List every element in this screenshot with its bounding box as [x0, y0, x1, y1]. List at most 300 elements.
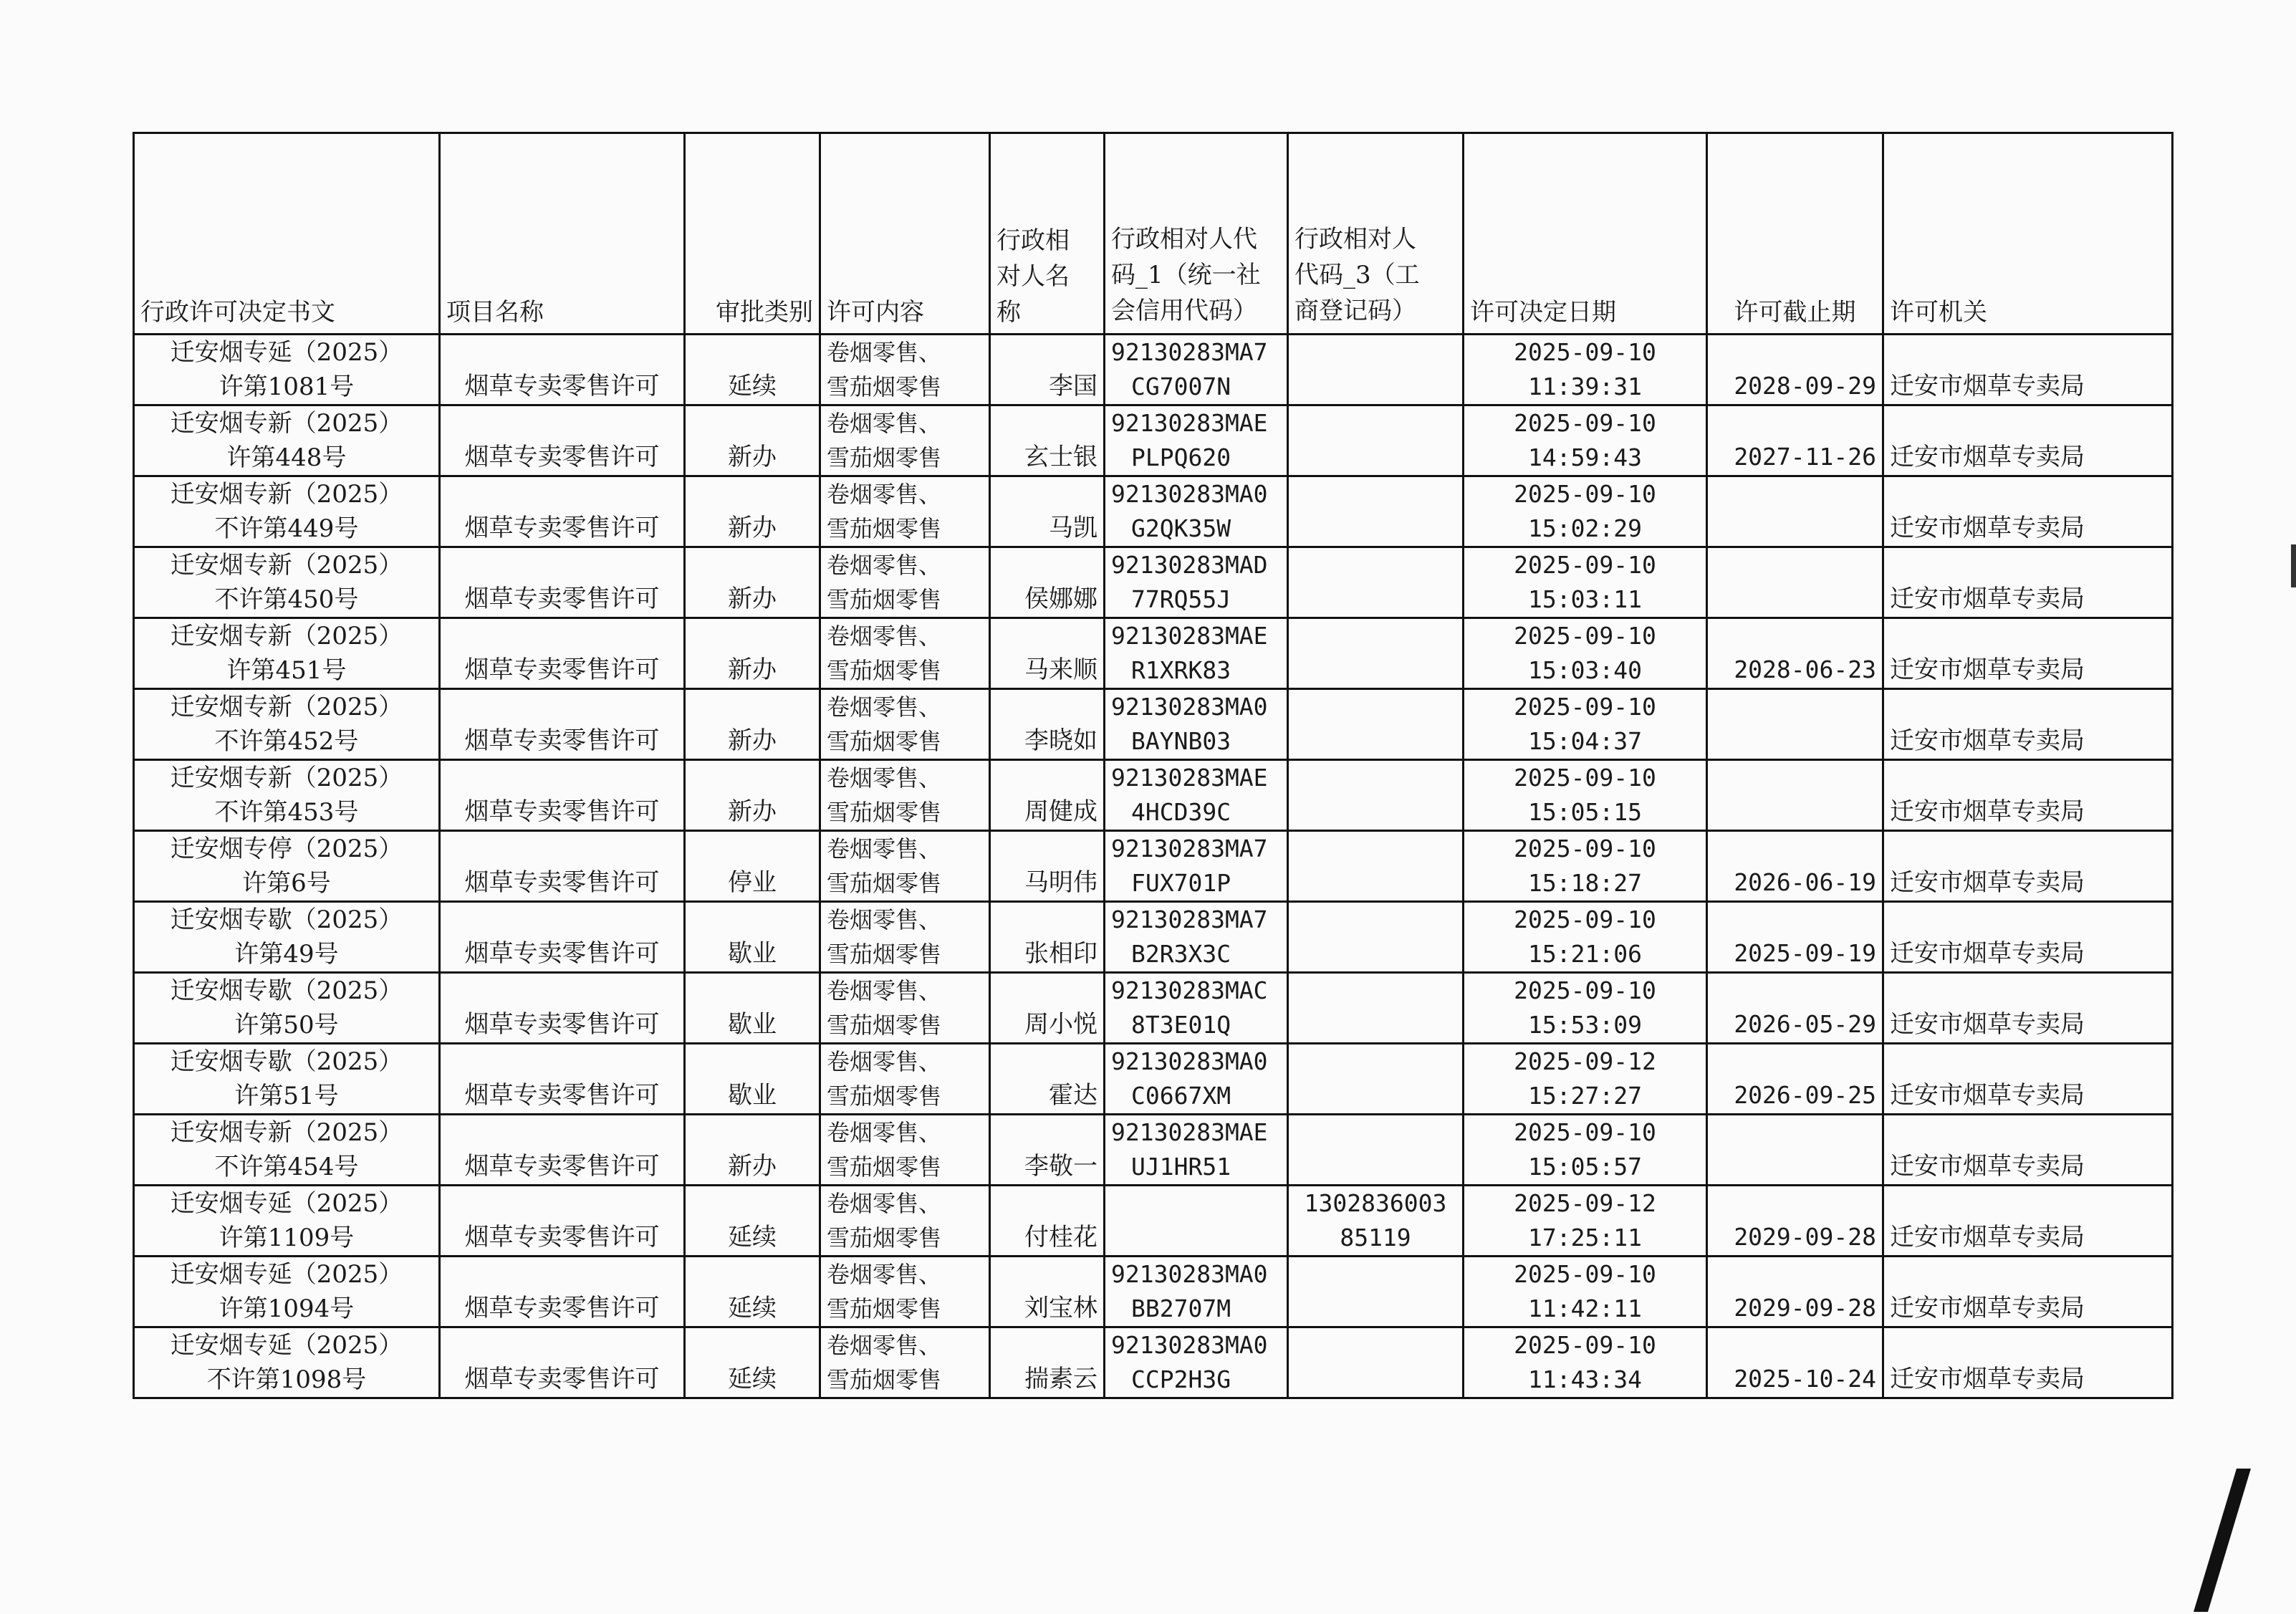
decision-doc-cell	[134, 689, 440, 760]
business-reg-code-cell	[1288, 618, 1464, 689]
cell-line: 卷烟零售、	[827, 623, 942, 650]
cell-line: 迁安烟专新（2025）	[170, 409, 403, 438]
cell-line: 雪茄烟零售	[827, 1295, 942, 1322]
cell-line: 卷烟零售、	[827, 481, 942, 508]
table-row	[134, 902, 2173, 973]
expiry-date-cell: 2029-09-28	[1707, 1257, 1883, 1327]
table-header	[134, 133, 2173, 335]
cell-line: 不许第449号	[214, 514, 359, 543]
cell-line: 迁安烟专延（2025）	[170, 1189, 403, 1218]
authority-cell: 迁安市烟草专卖局	[1883, 973, 2173, 1044]
cell-line: 卷烟零售、	[827, 1332, 942, 1359]
cell-line: 迁安烟专新（2025）	[170, 764, 403, 792]
table-row	[134, 689, 2173, 760]
decision-doc-cell	[134, 831, 440, 902]
table-row	[134, 405, 2173, 476]
cell-line: 迁安烟专新（2025）	[170, 622, 403, 650]
counterpart-name-cell: 马明伟	[990, 831, 1105, 902]
cell-line: 2025-09-10	[1514, 338, 1656, 366]
counterpart-name-cell: 周健成	[990, 760, 1105, 831]
counterpart-name-cell: 李国	[990, 335, 1105, 405]
cell-line: 92130283MAE	[1111, 764, 1268, 792]
project-name-cell: 烟草专卖零售许可	[440, 902, 685, 973]
cell-line: 92130283MAE	[1111, 622, 1268, 650]
decision-date-cell	[1464, 335, 1707, 405]
table-row	[134, 1327, 2173, 1398]
credit-code-cell	[1105, 973, 1288, 1044]
decision-doc-cell	[134, 547, 440, 618]
business-reg-code-cell	[1288, 1327, 1464, 1398]
cell-line: 14:59:43	[1528, 443, 1642, 471]
approval-type-cell: 延续	[685, 1186, 820, 1257]
cell-line: 11:42:11	[1528, 1294, 1642, 1322]
expiry-date-cell: 2026-05-29	[1707, 973, 1883, 1044]
business-reg-code-cell	[1288, 335, 1464, 405]
table-body	[134, 335, 2173, 1398]
approval-type-cell: 新办	[685, 405, 820, 476]
cell-line: 15:18:27	[1528, 869, 1642, 897]
credit-code-cell	[1105, 547, 1288, 618]
cell-line: 2025-09-10	[1514, 835, 1656, 863]
cell-line: 迁安烟专延（2025）	[170, 1260, 403, 1289]
project-name-cell: 烟草专卖零售许可	[440, 405, 685, 476]
cell-line: 不许第454号	[214, 1153, 359, 1181]
credit-code-cell	[1105, 902, 1288, 973]
authority-cell: 迁安市烟草专卖局	[1883, 476, 2173, 547]
cell-line: 92130283MAD	[1111, 551, 1268, 579]
project-name-cell: 烟草专卖零售许可	[440, 476, 685, 547]
approval-type-cell: 新办	[685, 547, 820, 618]
expiry-date-cell: 2027-11-26	[1707, 405, 1883, 476]
cell-line: 雪茄烟零售	[827, 1224, 942, 1252]
credit-code-cell	[1105, 476, 1288, 547]
approval-type-cell: 新办	[685, 1115, 820, 1186]
approval-type-cell: 延续	[685, 335, 820, 405]
cell-line: 雪茄烟零售	[827, 444, 942, 471]
decision-doc-cell	[134, 1044, 440, 1115]
cell-line: 不许第453号	[214, 798, 359, 827]
approval-type-cell: 歇业	[685, 1044, 820, 1115]
cell-line: 许第49号	[234, 940, 339, 969]
cell-line: 92130283MA0	[1111, 1331, 1268, 1359]
table-row	[134, 476, 2173, 547]
project-name-cell: 烟草专卖零售许可	[440, 973, 685, 1044]
table-row	[134, 831, 2173, 902]
decision-doc-cell	[134, 405, 440, 476]
approval-type-cell: 歇业	[685, 902, 820, 973]
cell-line: 2025-09-10	[1514, 693, 1656, 721]
decision-date-cell	[1464, 1257, 1707, 1327]
credit-code-cell	[1105, 831, 1288, 902]
decision-doc-cell	[134, 1115, 440, 1186]
cell-line: 雪茄烟零售	[827, 728, 942, 755]
decision-date-cell	[1464, 973, 1707, 1044]
expiry-date-cell	[1707, 760, 1883, 831]
approval-type-cell: 停业	[685, 831, 820, 902]
license-content-cell	[820, 618, 990, 689]
credit-code-cell	[1105, 1044, 1288, 1115]
cell-line: 2025-09-10	[1514, 551, 1656, 579]
project-name-cell: 烟草专卖零售许可	[440, 335, 685, 405]
project-name-cell: 烟草专卖零售许可	[440, 689, 685, 760]
approval-type-cell: 延续	[685, 1257, 820, 1327]
counterpart-name-cell: 侯娜娜	[990, 547, 1105, 618]
counterpart-name-cell: 马来顺	[990, 618, 1105, 689]
table-row	[134, 335, 2173, 405]
cell-line: CCP2H3G	[1131, 1365, 1231, 1393]
cell-line: 迁安烟专延（2025）	[170, 1331, 403, 1360]
license-content-cell	[820, 547, 990, 618]
cell-line: 迁安烟专停（2025）	[170, 835, 403, 863]
license-content-cell	[820, 1044, 990, 1115]
project-name-cell: 烟草专卖零售许可	[440, 760, 685, 831]
approval-type-cell: 新办	[685, 618, 820, 689]
authority-cell: 迁安市烟草专卖局	[1883, 618, 2173, 689]
edge-mark	[2291, 544, 2296, 587]
cell-line: 卷烟零售、	[827, 764, 942, 792]
approval-type-cell: 延续	[685, 1327, 820, 1398]
business-reg-code-cell	[1288, 1186, 1464, 1257]
cell-line: 2025-09-10	[1514, 480, 1656, 508]
cell-line: 17:25:11	[1528, 1224, 1642, 1252]
cell-line: PLPQ620	[1131, 443, 1231, 471]
header-expiry-date: 许可截止期	[1707, 133, 1883, 335]
cell-line: 85119	[1340, 1224, 1411, 1252]
cell-line: 雪茄烟零售	[827, 1366, 942, 1393]
authority-cell: 迁安市烟草专卖局	[1883, 1327, 2173, 1398]
expiry-date-cell: 2028-09-29	[1707, 335, 1883, 405]
authority-cell: 迁安市烟草专卖局	[1883, 405, 2173, 476]
header-license-content: 许可内容	[820, 133, 990, 335]
cell-line: 许第451号	[226, 656, 347, 685]
cell-line: UJ1HR51	[1131, 1153, 1231, 1181]
decision-date-cell	[1464, 902, 1707, 973]
table-row	[134, 973, 2173, 1044]
business-reg-code-cell	[1288, 1044, 1464, 1115]
decision-doc-cell	[134, 1327, 440, 1398]
approval-type-cell: 新办	[685, 476, 820, 547]
project-name-cell: 烟草专卖零售许可	[440, 1327, 685, 1398]
project-name-cell: 烟草专卖零售许可	[440, 1186, 685, 1257]
credit-code-cell	[1105, 1327, 1288, 1398]
header-project-name: 项目名称	[440, 133, 685, 335]
license-content-cell	[820, 476, 990, 547]
cell-line: 雪茄烟零售	[827, 1082, 942, 1110]
license-content-cell	[820, 760, 990, 831]
project-name-cell: 烟草专卖零售许可	[440, 1115, 685, 1186]
cell-line: 92130283MA7	[1111, 338, 1268, 366]
license-content-cell	[820, 1327, 990, 1398]
credit-code-cell	[1105, 618, 1288, 689]
license-content-cell	[820, 973, 990, 1044]
decision-date-cell	[1464, 476, 1707, 547]
cell-line: 许第1109号	[218, 1224, 355, 1252]
cell-line: 8T3E01Q	[1131, 1011, 1231, 1039]
business-reg-code-cell	[1288, 476, 1464, 547]
decision-doc-cell	[134, 476, 440, 547]
cell-line: 4HCD39C	[1131, 798, 1231, 826]
expiry-date-cell	[1707, 1115, 1883, 1186]
cell-line: 92130283MAE	[1111, 409, 1268, 437]
counterpart-name-cell: 玄士银	[990, 405, 1105, 476]
cell-line: 卷烟零售、	[827, 552, 942, 579]
decision-doc-cell	[134, 902, 440, 973]
cell-line: 2025-09-12	[1514, 1047, 1656, 1075]
authority-cell: 迁安市烟草专卖局	[1883, 831, 2173, 902]
counterpart-name-cell: 刘宝林	[990, 1257, 1105, 1327]
cell-line: 15:03:11	[1528, 585, 1642, 613]
cell-line: 卷烟零售、	[827, 1119, 942, 1146]
cell-line: 卷烟零售、	[827, 977, 942, 1004]
business-reg-code-cell	[1288, 831, 1464, 902]
cell-line: 92130283MAC	[1111, 976, 1268, 1004]
counterpart-name-cell: 马凯	[990, 476, 1105, 547]
cell-line: 11:43:34	[1528, 1365, 1642, 1393]
cell-line: 迁安烟专新（2025）	[170, 551, 403, 580]
credit-code-cell	[1105, 1257, 1288, 1327]
cell-line: 卷烟零售、	[827, 693, 942, 721]
authority-cell: 迁安市烟草专卖局	[1883, 1257, 2173, 1327]
expiry-date-cell: 2028-06-23	[1707, 618, 1883, 689]
cell-line: 92130283MA0	[1111, 693, 1268, 721]
business-reg-code-cell	[1288, 1115, 1464, 1186]
authority-cell: 迁安市烟草专卖局	[1883, 547, 2173, 618]
approval-type-cell: 新办	[685, 760, 820, 831]
cell-line: 许第1081号	[218, 373, 355, 401]
cell-line: 雪茄烟零售	[827, 586, 942, 613]
cell-line: 2025-09-10	[1514, 1118, 1656, 1146]
credit-code-cell	[1105, 760, 1288, 831]
credit-code-cell	[1105, 335, 1288, 405]
expiry-date-cell: 2025-09-19	[1707, 902, 1883, 973]
cell-line: 迁安烟专新（2025）	[170, 480, 403, 509]
cell-line: 许第1094号	[218, 1294, 355, 1323]
cell-line: BAYNB03	[1131, 727, 1231, 755]
cell-line: 卷烟零售、	[827, 1048, 942, 1075]
cell-line: 迁安烟专新（2025）	[170, 1118, 403, 1147]
header-business-reg-code: 行政相对人 代码_3（工 商登记码）	[1288, 133, 1464, 335]
decision-doc-cell	[134, 973, 440, 1044]
project-name-cell: 烟草专卖零售许可	[440, 1044, 685, 1115]
cell-line: B2R3X3C	[1131, 940, 1231, 968]
decision-doc-cell	[134, 1257, 440, 1327]
expiry-date-cell: 2026-06-19	[1707, 831, 1883, 902]
cell-line: 雪茄烟零售	[827, 941, 942, 968]
header-credit-code: 行政相对人代 码_1（统一社 会信用代码）	[1105, 133, 1288, 335]
license-table	[133, 132, 2173, 1399]
decision-date-cell	[1464, 618, 1707, 689]
decision-date-cell	[1464, 1186, 1707, 1257]
cell-line: G2QK35W	[1131, 514, 1231, 542]
authority-cell: 迁安市烟草专卖局	[1883, 760, 2173, 831]
cell-line: BB2707M	[1131, 1294, 1231, 1322]
expiry-date-cell	[1707, 476, 1883, 547]
cell-line: 2025-09-12	[1514, 1189, 1656, 1217]
cell-line: 1302836003	[1304, 1189, 1447, 1217]
decision-doc-cell	[134, 1186, 440, 1257]
decision-date-cell	[1464, 831, 1707, 902]
decision-date-cell	[1464, 1044, 1707, 1115]
cell-line: 卷烟零售、	[827, 906, 942, 933]
counterpart-name-cell: 李晓如	[990, 689, 1105, 760]
license-content-cell	[820, 405, 990, 476]
authority-cell: 迁安市烟草专卖局	[1883, 335, 2173, 405]
header-decision-date: 许可决定日期	[1464, 133, 1707, 335]
authority-cell: 迁安市烟草专卖局	[1883, 902, 2173, 973]
cell-line: 92130283MA0	[1111, 480, 1268, 508]
business-reg-code-cell	[1288, 689, 1464, 760]
decision-doc-cell	[134, 335, 440, 405]
table-row	[134, 760, 2173, 831]
decision-doc-cell	[134, 618, 440, 689]
cell-line: FUX701P	[1131, 869, 1231, 897]
cell-line: 迁安烟专歇（2025）	[170, 976, 403, 1005]
table-row	[134, 547, 2173, 618]
cell-line: 92130283MA0	[1111, 1047, 1268, 1075]
decision-date-cell	[1464, 760, 1707, 831]
cell-line: 15:05:57	[1528, 1153, 1642, 1181]
table-row	[134, 1115, 2173, 1186]
cell-line: 迁安烟专新（2025）	[170, 693, 403, 721]
business-reg-code-cell	[1288, 547, 1464, 618]
header-approval-type: 审批类别	[685, 133, 820, 335]
business-reg-code-cell	[1288, 405, 1464, 476]
decision-date-cell	[1464, 1327, 1707, 1398]
cell-line: 77RQ55J	[1131, 585, 1231, 613]
header-decision-doc: 行政许可决定书文	[134, 133, 440, 335]
project-name-cell: 烟草专卖零售许可	[440, 547, 685, 618]
expiry-date-cell	[1707, 689, 1883, 760]
credit-code-cell	[1105, 1115, 1288, 1186]
license-content-cell	[820, 831, 990, 902]
cell-line: 迁安烟专歇（2025）	[170, 1047, 403, 1076]
counterpart-name-cell: 张相印	[990, 902, 1105, 973]
cell-line: 2025-09-10	[1514, 976, 1656, 1004]
license-content-cell	[820, 335, 990, 405]
cell-line: 15:05:15	[1528, 798, 1642, 826]
corner-mark	[2194, 1469, 2251, 1612]
cell-line: 许第50号	[234, 1011, 339, 1039]
cell-line: C0667XM	[1131, 1082, 1231, 1110]
counterpart-name-cell: 霍达	[990, 1044, 1105, 1115]
header-authority: 许可机关	[1883, 133, 2173, 335]
business-reg-code-cell	[1288, 973, 1464, 1044]
cell-line: 不许第452号	[214, 727, 359, 756]
cell-line: 迁安烟专延（2025）	[170, 338, 403, 367]
header-counterpart-name: 行政相 对人名 称	[990, 133, 1105, 335]
decision-date-cell	[1464, 405, 1707, 476]
decision-date-cell	[1464, 1115, 1707, 1186]
cell-line: 雪茄烟零售	[827, 1153, 942, 1181]
cell-line: 卷烟零售、	[827, 835, 942, 863]
authority-cell: 迁安市烟草专卖局	[1883, 1115, 2173, 1186]
cell-line: 15:04:37	[1528, 727, 1642, 755]
cell-line: R1XRK83	[1131, 656, 1231, 684]
cell-line: 卷烟零售、	[827, 410, 942, 437]
cell-line: 92130283MAE	[1111, 1118, 1268, 1146]
expiry-date-cell: 2026-09-25	[1707, 1044, 1883, 1115]
approval-type-cell: 歇业	[685, 973, 820, 1044]
cell-line: 15:27:27	[1528, 1082, 1642, 1110]
license-content-cell	[820, 689, 990, 760]
cell-line: 2025-09-10	[1514, 906, 1656, 933]
project-name-cell: 烟草专卖零售许可	[440, 1257, 685, 1327]
cell-line: 雪茄烟零售	[827, 657, 942, 684]
authority-cell: 迁安市烟草专卖局	[1883, 1186, 2173, 1257]
decision-date-cell	[1464, 547, 1707, 618]
license-content-cell	[820, 902, 990, 973]
project-name-cell: 烟草专卖零售许可	[440, 618, 685, 689]
cell-line: 2025-09-10	[1514, 1260, 1656, 1288]
counterpart-name-cell: 周小悦	[990, 973, 1105, 1044]
cell-line: 卷烟零售、	[827, 339, 942, 366]
approval-type-cell: 新办	[685, 689, 820, 760]
decision-date-cell	[1464, 689, 1707, 760]
cell-line: 2025-09-10	[1514, 1331, 1656, 1359]
cell-line: 92130283MA7	[1111, 835, 1268, 863]
cell-line: 92130283MA0	[1111, 1260, 1268, 1288]
cell-line: 雪茄烟零售	[827, 799, 942, 826]
cell-line: 15:21:06	[1528, 940, 1642, 968]
expiry-date-cell: 2025-10-24	[1707, 1327, 1883, 1398]
cell-line: 许第6号	[242, 869, 331, 898]
table-row	[134, 1257, 2173, 1327]
table-row	[134, 618, 2173, 689]
cell-line: 不许第450号	[214, 585, 359, 614]
credit-code-cell	[1105, 1186, 1288, 1257]
cell-line: 许第51号	[234, 1082, 339, 1110]
authority-cell: 迁安市烟草专卖局	[1883, 689, 2173, 760]
counterpart-name-cell: 李敬一	[990, 1115, 1105, 1186]
license-content-cell	[820, 1186, 990, 1257]
cell-line: 2025-09-10	[1514, 622, 1656, 650]
cell-line: 92130283MA7	[1111, 906, 1268, 933]
cell-line: 2025-09-10	[1514, 409, 1656, 437]
credit-code-cell	[1105, 689, 1288, 760]
cell-line: 雪茄烟零售	[827, 1012, 942, 1039]
table-row	[134, 1186, 2173, 1257]
cell-line: 雪茄烟零售	[827, 373, 942, 400]
cell-line: 许第448号	[226, 443, 347, 472]
business-reg-code-cell	[1288, 760, 1464, 831]
cell-line: 11:39:31	[1528, 373, 1642, 400]
cell-line: 卷烟零售、	[827, 1261, 942, 1288]
expiry-date-cell	[1707, 547, 1883, 618]
cell-line: 迁安烟专歇（2025）	[170, 906, 403, 934]
cell-line: 2025-09-10	[1514, 764, 1656, 792]
business-reg-code-cell	[1288, 902, 1464, 973]
decision-doc-cell	[134, 760, 440, 831]
cell-line: 雪茄烟零售	[827, 515, 942, 542]
counterpart-name-cell: 揣素云	[990, 1327, 1105, 1398]
cell-line: 15:53:09	[1528, 1011, 1642, 1039]
license-content-cell	[820, 1257, 990, 1327]
authority-cell: 迁安市烟草专卖局	[1883, 1044, 2173, 1115]
cell-line: 卷烟零售、	[827, 1190, 942, 1217]
license-content-cell	[820, 1115, 990, 1186]
table-row	[134, 1044, 2173, 1115]
expiry-date-cell: 2029-09-28	[1707, 1186, 1883, 1257]
cell-line: 雪茄烟零售	[827, 870, 942, 897]
cell-line: CG7007N	[1131, 373, 1231, 400]
cell-line: 不许第1098号	[206, 1365, 367, 1394]
counterpart-name-cell: 付桂花	[990, 1186, 1105, 1257]
cell-line: 15:03:40	[1528, 656, 1642, 684]
business-reg-code-cell	[1288, 1257, 1464, 1327]
credit-code-cell	[1105, 405, 1288, 476]
project-name-cell: 烟草专卖零售许可	[440, 831, 685, 902]
cell-line: 15:02:29	[1528, 514, 1642, 542]
